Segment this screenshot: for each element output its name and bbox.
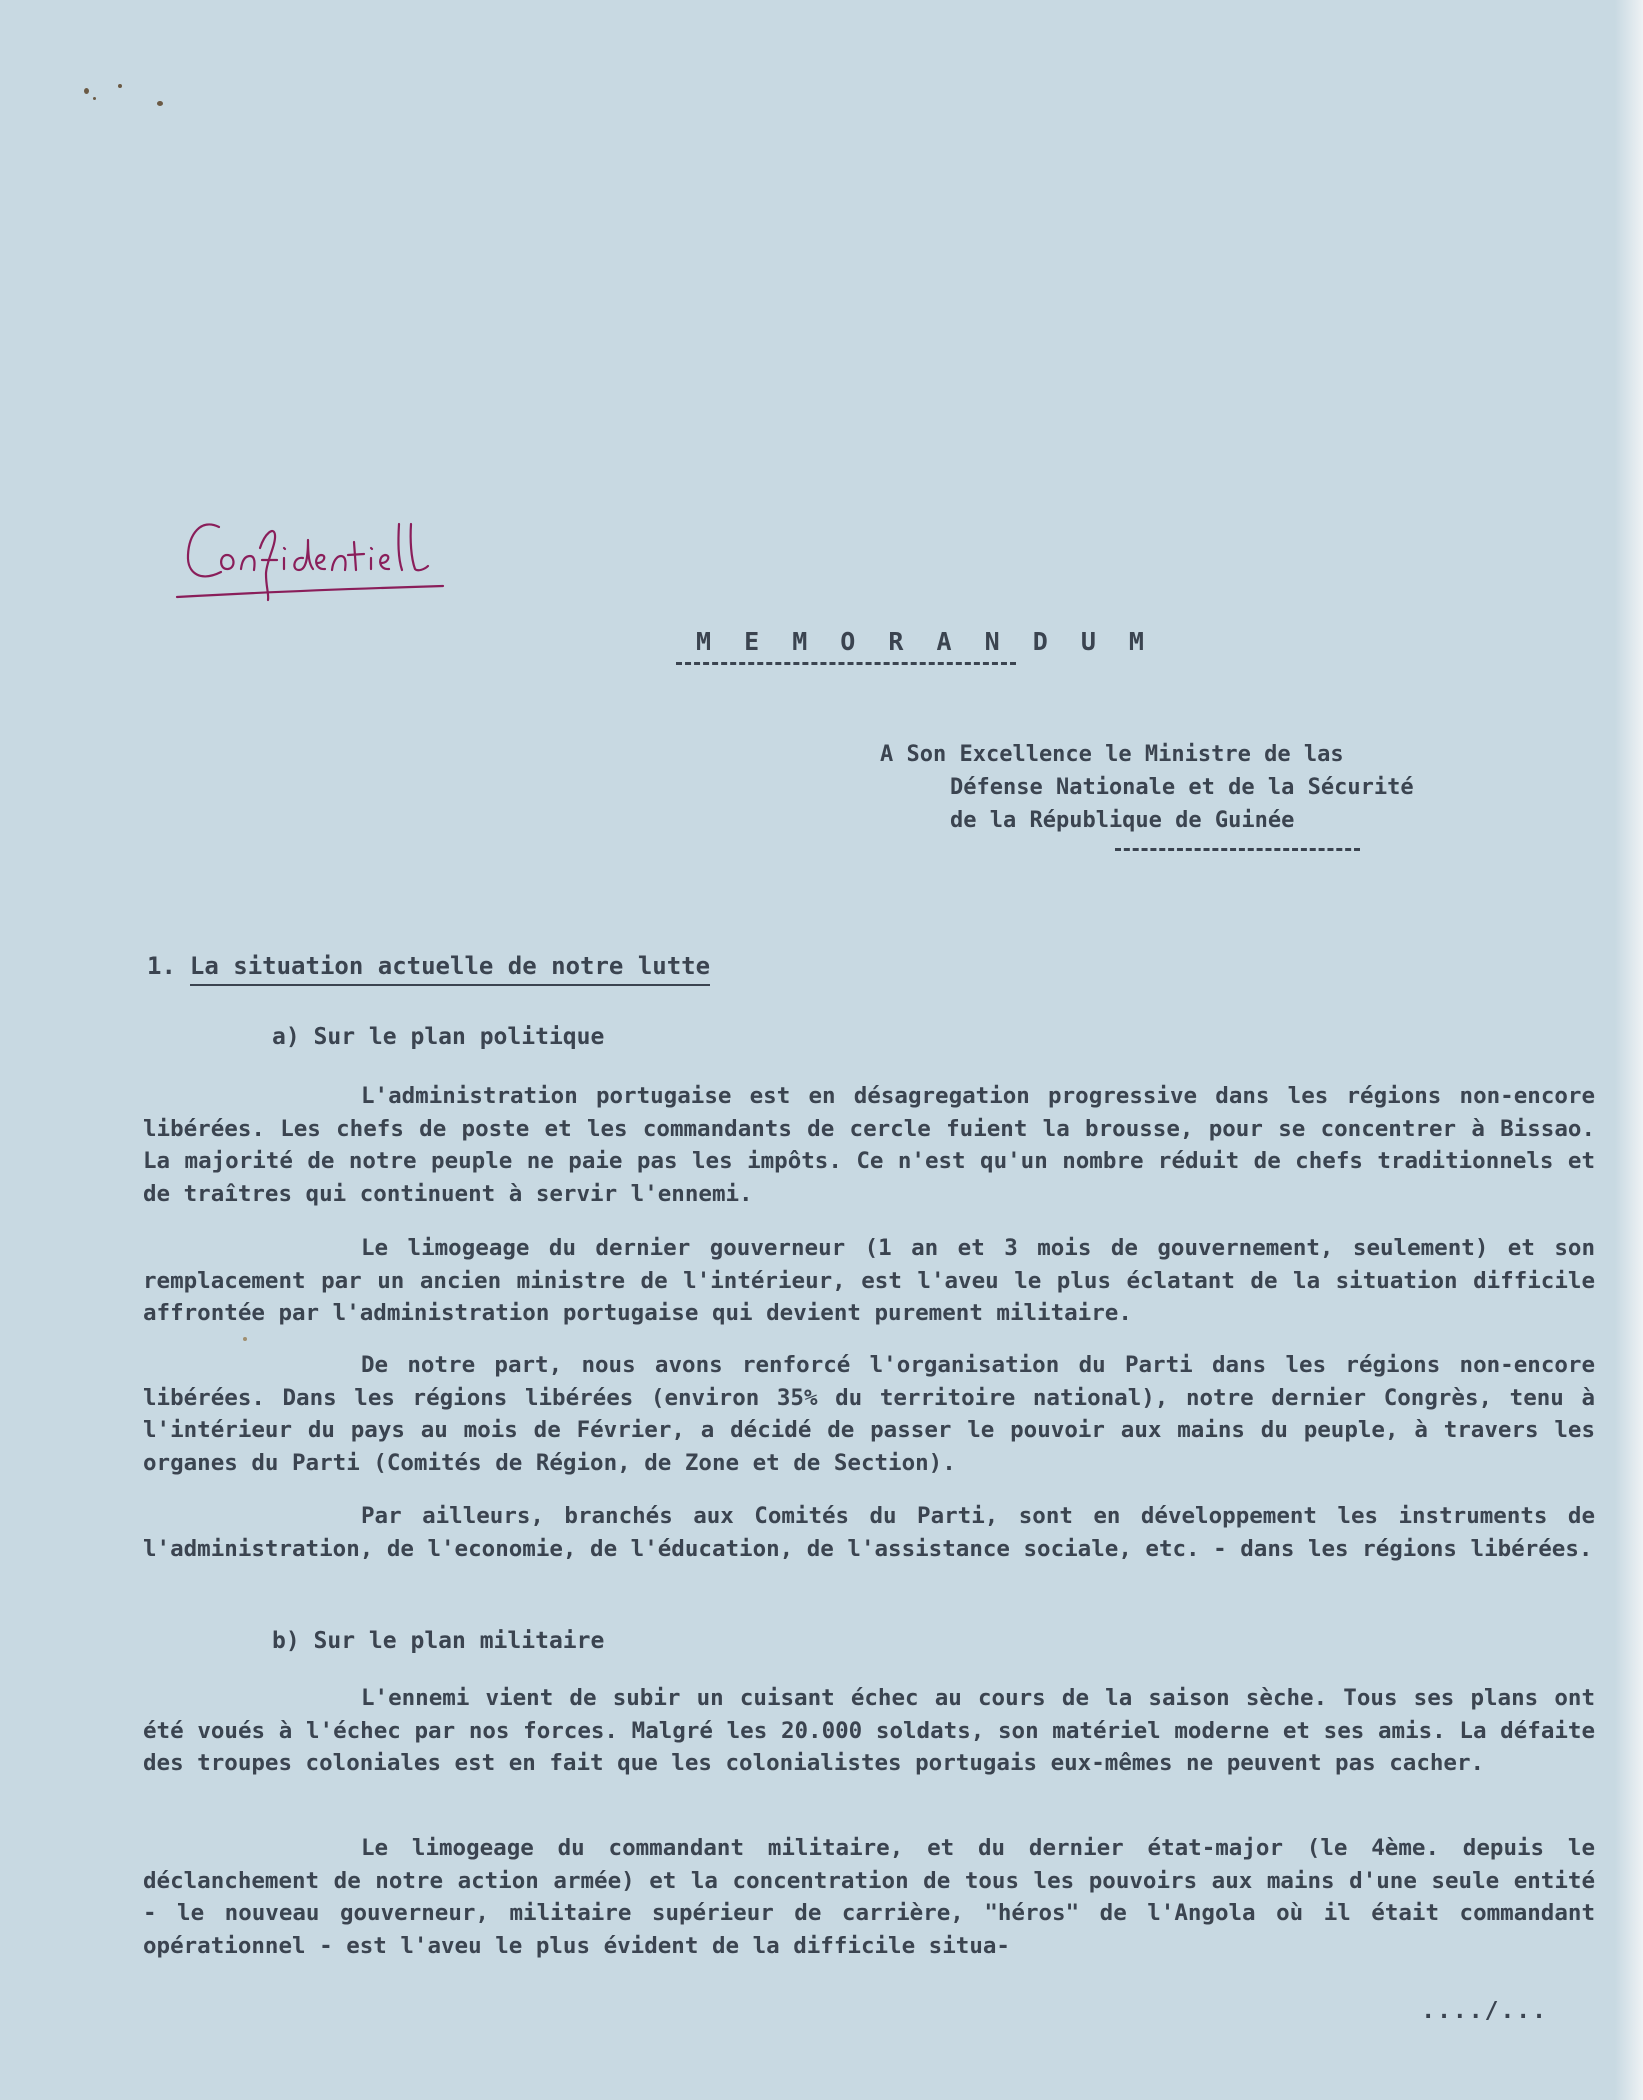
stain-mark (157, 101, 163, 106)
stain-mark (84, 88, 89, 94)
paragraph: Par ailleurs, branchés aux Comités du Parti, sont en développement les instruments de l'administration, de l'economie, de l'éducation, de l'assistance sociale, etc. - dans les régions libérées. (143, 1503, 1595, 1562)
addressee-underline (1115, 848, 1360, 851)
handwritten-confidentiel-signature (175, 500, 545, 640)
paragraph: L'ennemi vient de subir un cuisant échec au cours de la saison sèche. Tous ses plans ont été voués à l'échec par nos forces. Malgré les 20.000 soldats, son matériel moderne et ses amis. La défaite des troupes coloniales est en fait que les colonialistes portugais eux-mêmes ne peuvent pas cacher. (143, 1685, 1595, 1776)
section-heading (147, 952, 710, 980)
continuation-mark: ..../... (1421, 1998, 1548, 2024)
section-number: 1. (147, 952, 176, 980)
paragraph: Le limogeage du dernier gouverneur (1 an et 3 mois de gouvernement, seulement) et son remplacement par un ancien ministre de l'intérieur, est l'aveu le plus éclatant de la situation difficile affrontée par l'administration portugaise qui devient purement militaire. (143, 1235, 1595, 1326)
addressee-line: A Son Excellence le Ministre de las (880, 742, 1344, 767)
subsection-heading-political: a) Sur le plan politique (272, 1024, 605, 1050)
paragraph: L'administration portugaise est en désagregation progressive dans les régions non-encore libérées. Les chefs de poste et les commandants de cercle fuient la brousse, pour se concentrer à Bissao. La majorité de notre peuple ne paie pas les impôts. Ce n'est qu'un nombre réduit de chefs traditionnels et de traîtres qui continuent à servir l'ennemi. (143, 1083, 1595, 1207)
document-title: M E M O R A N D U M (696, 627, 1153, 656)
addressee-line: Défense Nationale et de la Sécurité (950, 775, 1414, 800)
stain-mark (243, 1337, 247, 1341)
addressee-line: de la République de Guinée (950, 808, 1295, 833)
stain-mark (93, 97, 96, 100)
stain-mark (118, 84, 122, 88)
subsection-heading-military: b) Sur le plan militaire (272, 1628, 605, 1654)
paragraph: Le limogeage du commandant militaire, et du dernier état-major (le 4ème. depuis le déclanchement de notre action armée) et la concentration de tous les pouvoirs aux mains d'une seule entité - le nouveau gouverneur, militaire supérieur de carrière, "héros" de l'Angola où il était commandant opérationnel - est l'aveu le plus évident de la difficile situa- (143, 1835, 1595, 1959)
title-underline (676, 662, 1016, 665)
addressee-block (880, 738, 1540, 837)
paragraph: De notre part, nous avons renforcé l'organisation du Parti dans les régions non-encore libérées. Dans les régions libérées (environ 35% du territoire national), notre dernier Congrès, tenu à l'intérieur du pays au mois de Février, a décidé de passer le pouvoir aux mains du peuple, à travers les organes du Parti (Comités de Région, de Zone et de Section). (143, 1352, 1595, 1476)
section-title: La situation actuelle de notre lutte (190, 952, 710, 986)
page-edge-shadow (1615, 0, 1643, 2100)
